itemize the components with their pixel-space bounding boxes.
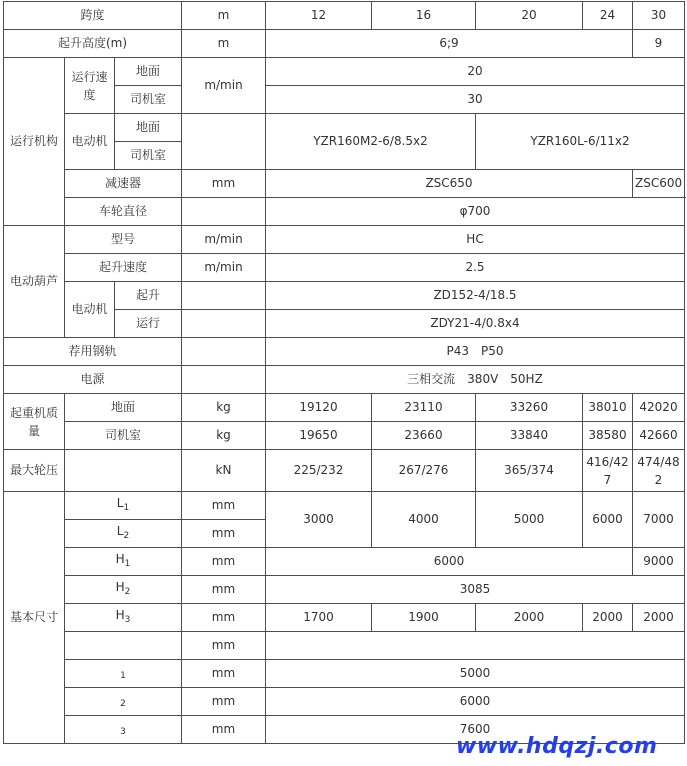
hoist-motor-label: 电动机 (65, 282, 115, 338)
span-unit: m (182, 2, 266, 30)
wheel-load-blank (65, 450, 182, 492)
mass-ground-16: 23110 (372, 394, 476, 422)
row-mass-ground (4, 394, 685, 422)
B3-value: 7600 (266, 716, 685, 744)
span-label: 跨度 (4, 2, 182, 30)
B2-label: 2 (65, 688, 182, 716)
span-30: 30 (633, 2, 685, 30)
mass-cab-20: 33840 (476, 422, 583, 450)
row-L1 (4, 492, 685, 520)
lift-height-value: 6;9 (266, 30, 633, 58)
H3-unit: mm (182, 604, 266, 632)
wheel-diameter-unit (182, 198, 266, 226)
mass-cab-30: 42660 (633, 422, 685, 450)
B3-label: 3 (65, 716, 182, 744)
rail-unit (182, 338, 266, 366)
L2-unit: mm (182, 520, 266, 548)
wheel-load-label: 最大轮压 (4, 450, 65, 492)
lift-height-label: 起升高度(m) (4, 30, 182, 58)
hoist-run-unit (182, 310, 266, 338)
reducer-unit: mm (182, 170, 266, 198)
B-unit: mm (182, 632, 266, 660)
row-reducer (4, 170, 685, 198)
hoist-speed: 2.5 (266, 254, 685, 282)
wheel-load-30: 474/482 (633, 450, 685, 492)
H1-label: $H_1$ (65, 548, 182, 576)
hoist-model-unit: m/min (182, 226, 266, 254)
wheel-diameter: φ700 (266, 198, 685, 226)
rail-value: P43 P50 (266, 338, 685, 366)
span-20: 20 (476, 2, 583, 30)
row-H2 (4, 576, 685, 604)
row-hoist-speed (4, 254, 685, 282)
hoist-speed-label: 起升速度 (65, 254, 182, 282)
hoist-model: HC (266, 226, 685, 254)
H2-unit: mm (182, 576, 266, 604)
travel-speed-cab: 30 (266, 86, 685, 114)
B2-unit: mm (182, 688, 266, 716)
mass-ground-unit: kg (182, 394, 266, 422)
row-H1 (4, 548, 685, 576)
hoist-speed-unit: m/min (182, 254, 266, 282)
power-label: 电源 (4, 366, 182, 394)
wheel-load-24: 416/427 (583, 450, 633, 492)
L1-label: $L_1$ (65, 492, 182, 520)
travel-motor-1: YZR160M2-6/8.5x2 (266, 114, 476, 170)
hoist-model-label: 型号 (65, 226, 182, 254)
B3-unit: mm (182, 716, 266, 744)
L-16: 4000 (372, 492, 476, 548)
hoist-lift-motor: ZD152-4/18.5 (266, 282, 685, 310)
hoist-lift-unit (182, 282, 266, 310)
H1-unit: mm (182, 548, 266, 576)
row-lift-height (4, 30, 685, 58)
H3-label: $H_3$ (65, 604, 182, 632)
mass-ground-30: 42020 (633, 394, 685, 422)
lift-height-unit: m (182, 30, 266, 58)
travel-speed-label: 运行速度 (65, 58, 115, 114)
reducer-1: ZSC650 (266, 170, 633, 198)
L-30: 7000 (633, 492, 685, 548)
span-24: 24 (583, 2, 633, 30)
hoist-run-motor: ZDY21-4/0.8x4 (266, 310, 685, 338)
row-wheel-diameter (4, 198, 685, 226)
row-H3 (4, 604, 685, 632)
B-label (65, 632, 182, 660)
row-power (4, 366, 685, 394)
wheel-load-12: 225/232 (266, 450, 372, 492)
H3-16: 1900 (372, 604, 476, 632)
B1-value: 5000 (266, 660, 685, 688)
power-value: 三相交流 380V 50HZ (266, 366, 685, 394)
L-24: 6000 (583, 492, 633, 548)
row-B1 (4, 660, 685, 688)
travel-group-label: 运行机构 (4, 58, 65, 226)
span-16: 16 (372, 2, 476, 30)
H3-24: 2000 (583, 604, 633, 632)
mass-ground-label: 地面 (65, 394, 182, 422)
travel-motor-label: 电动机 (65, 114, 115, 170)
row-mass-cab (4, 422, 685, 450)
row-travel-speed-ground (4, 58, 685, 86)
travel-motor-unit (182, 114, 266, 170)
L2-label: $L_2$ (65, 520, 182, 548)
lift-height-value-30: 9 (633, 30, 685, 58)
hoist-run-label: 运行 (115, 310, 182, 338)
mass-ground-12: 19120 (266, 394, 372, 422)
L1-unit: mm (182, 492, 266, 520)
H2-value: 3085 (266, 576, 685, 604)
L-20: 5000 (476, 492, 583, 548)
watermark-url: www.hdqzj.com (456, 734, 658, 759)
row-B2 (4, 688, 685, 716)
row-span (4, 2, 685, 30)
row-B (4, 632, 685, 660)
row-hoist-motor-lift (4, 282, 685, 310)
rail-label: 荐用钢轨 (4, 338, 182, 366)
H3-30: 2000 (633, 604, 685, 632)
travel-motor-cab-label: 司机室 (115, 142, 182, 170)
travel-speed-ground: 20 (266, 58, 685, 86)
mass-cab-unit: kg (182, 422, 266, 450)
span-12: 12 (266, 2, 372, 30)
dims-label: 基本尺寸 (4, 492, 65, 744)
row-rail (4, 338, 685, 366)
wheel-diameter-label: 车轮直径 (65, 198, 182, 226)
H2-label: $H_2$ (65, 576, 182, 604)
H1-main: 6000 (266, 548, 633, 576)
travel-speed-ground-label: 地面 (115, 58, 182, 86)
L-12: 3000 (266, 492, 372, 548)
B1-label: 1 (65, 660, 182, 688)
mass-cab-label: 司机室 (65, 422, 182, 450)
hoist-lift-label: 起升 (115, 282, 182, 310)
mass-cab-16: 23660 (372, 422, 476, 450)
mass-cab-24: 38580 (583, 422, 633, 450)
row-travel-motor-ground (4, 114, 685, 142)
mass-cab-12: 19650 (266, 422, 372, 450)
H1-last: 9000 (633, 548, 685, 576)
travel-speed-cab-label: 司机室 (115, 86, 182, 114)
B2-value: 6000 (266, 688, 685, 716)
power-unit (182, 366, 266, 394)
H3-12: 1700 (266, 604, 372, 632)
mass-label: 起重机质量 (4, 394, 65, 450)
travel-speed-unit: m/min (182, 58, 266, 114)
row-hoist-model (4, 226, 685, 254)
travel-motor-ground-label: 地面 (115, 114, 182, 142)
reducer-label: 减速器 (65, 170, 182, 198)
row-wheel-load (4, 450, 685, 492)
mass-ground-24: 38010 (583, 394, 633, 422)
travel-motor-2: YZR160L-6/11x2 (476, 114, 685, 170)
spec-table (3, 1, 685, 744)
B1-unit: mm (182, 660, 266, 688)
B-value (266, 632, 685, 660)
H3-20: 2000 (476, 604, 583, 632)
wheel-load-unit: kN (182, 450, 266, 492)
wheel-load-20: 365/374 (476, 450, 583, 492)
reducer-2: ZSC600 (633, 170, 685, 198)
wheel-load-16: 267/276 (372, 450, 476, 492)
mass-ground-20: 33260 (476, 394, 583, 422)
hoist-group-label: 电动葫芦 (4, 226, 65, 338)
